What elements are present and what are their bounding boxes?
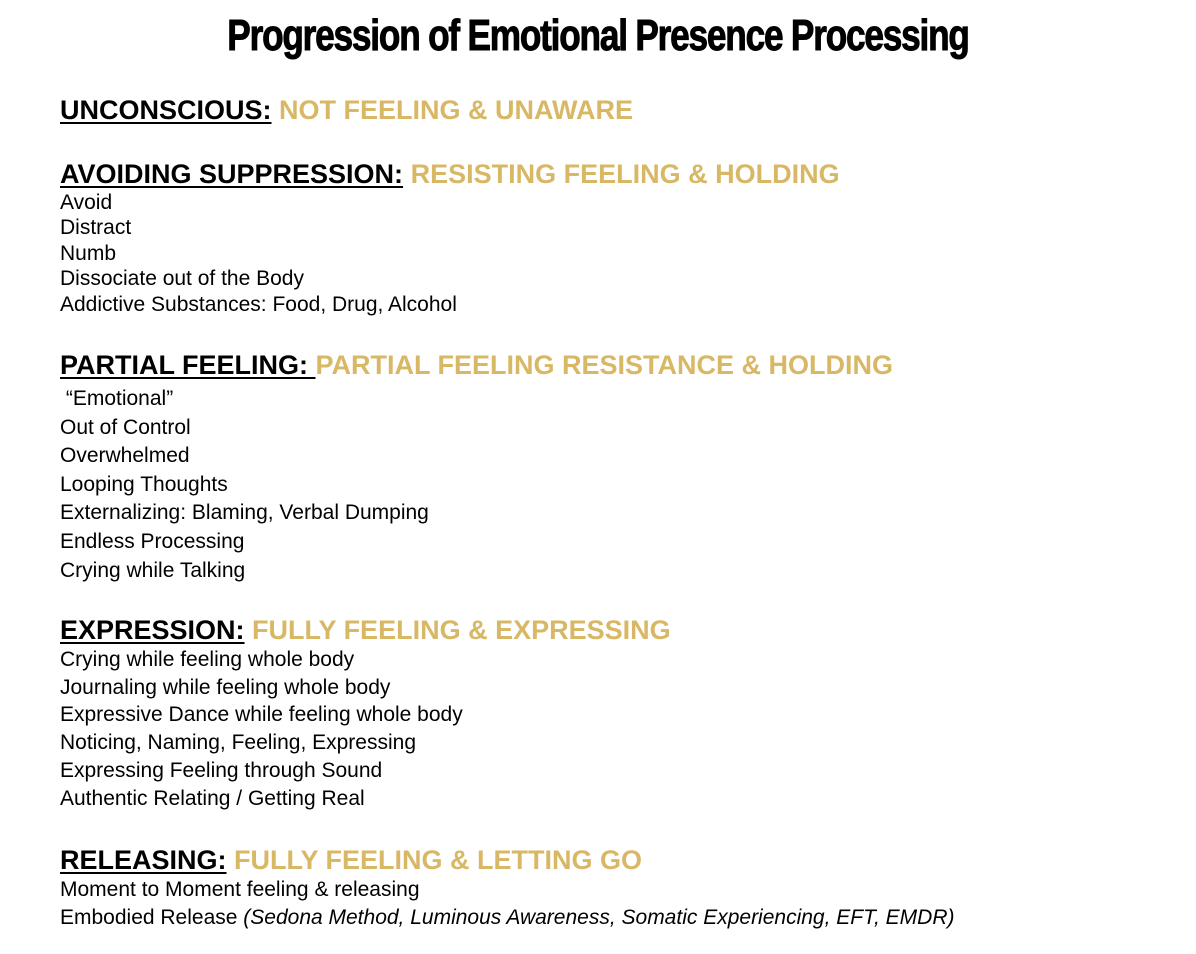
section-releasing — [60, 844, 1180, 931]
list-item: Endless Processing — [60, 529, 245, 553]
item-list — [60, 381, 1180, 585]
section-heading — [60, 94, 1180, 126]
list-item: Looping Thoughts — [60, 472, 228, 496]
list-item: Expressing Feeling through Sound — [60, 758, 383, 782]
section-description: FULLY FEELING & LETTING GO — [226, 845, 643, 875]
list-item: Crying while Talking — [60, 558, 246, 582]
section-heading — [60, 158, 1180, 190]
list-item — [60, 904, 1180, 932]
list-item: Journaling while feeling whole body — [60, 675, 391, 699]
list-item: Distract — [60, 216, 132, 240]
section-label: AVOIDING SUPPRESSION: — [60, 159, 404, 189]
list-item: Moment to Moment feeling & releasing — [60, 878, 420, 901]
list-item: Dissociate out of the Body — [60, 267, 304, 291]
section-avoiding-suppression — [60, 158, 1180, 317]
item-list — [60, 876, 1180, 931]
section-label: RELEASING: — [60, 845, 227, 875]
list-item-note: (Sedona Method, Luminous Awareness, Somatic Experiencing, EFT, EMDR) — [243, 905, 955, 929]
section-description: NOT FEELING & UNAWARE — [271, 95, 634, 125]
section-label: EXPRESSION: — [60, 615, 245, 645]
list-item: “Emotional” — [60, 387, 174, 410]
list-item: Noticing, Naming, Feeling, Expressing — [60, 731, 416, 755]
section-description: RESISTING FEELING & HOLDING — [403, 159, 840, 189]
section-unconscious — [60, 94, 1180, 126]
item-list — [60, 190, 1180, 317]
section-heading — [60, 844, 1180, 876]
section-partial-feeling — [60, 349, 1180, 585]
section-description: FULLY FEELING & EXPRESSING — [244, 615, 671, 645]
section-label: UNCONSCIOUS: — [60, 95, 272, 125]
list-item: Authentic Relating / Getting Real — [60, 786, 365, 810]
list-item: Externalizing: Blaming, Verbal Dumping — [60, 501, 429, 525]
section-description: PARTIAL FEELING RESISTANCE & HOLDING — [315, 350, 894, 380]
list-item: Numb — [60, 241, 117, 265]
item-list — [60, 646, 1180, 812]
list-item: Crying while feeling whole body — [60, 648, 355, 671]
list-item: Avoid — [60, 191, 113, 214]
section-label: PARTIAL FEELING: — [60, 350, 316, 380]
page-title: Progression of Emotional Presence Processing — [227, 11, 969, 60]
list-item-text: Embodied Release — [60, 905, 244, 929]
list-item: Out of Control — [60, 415, 191, 439]
list-item: Overwhelmed — [60, 444, 190, 468]
list-item: Addictive Substances: Food, Drug, Alcohol — [60, 292, 457, 316]
section-heading — [60, 349, 1180, 381]
section-heading — [60, 614, 1180, 646]
list-item: Expressive Dance while feeling whole body — [60, 703, 463, 727]
section-expression — [60, 614, 1180, 812]
